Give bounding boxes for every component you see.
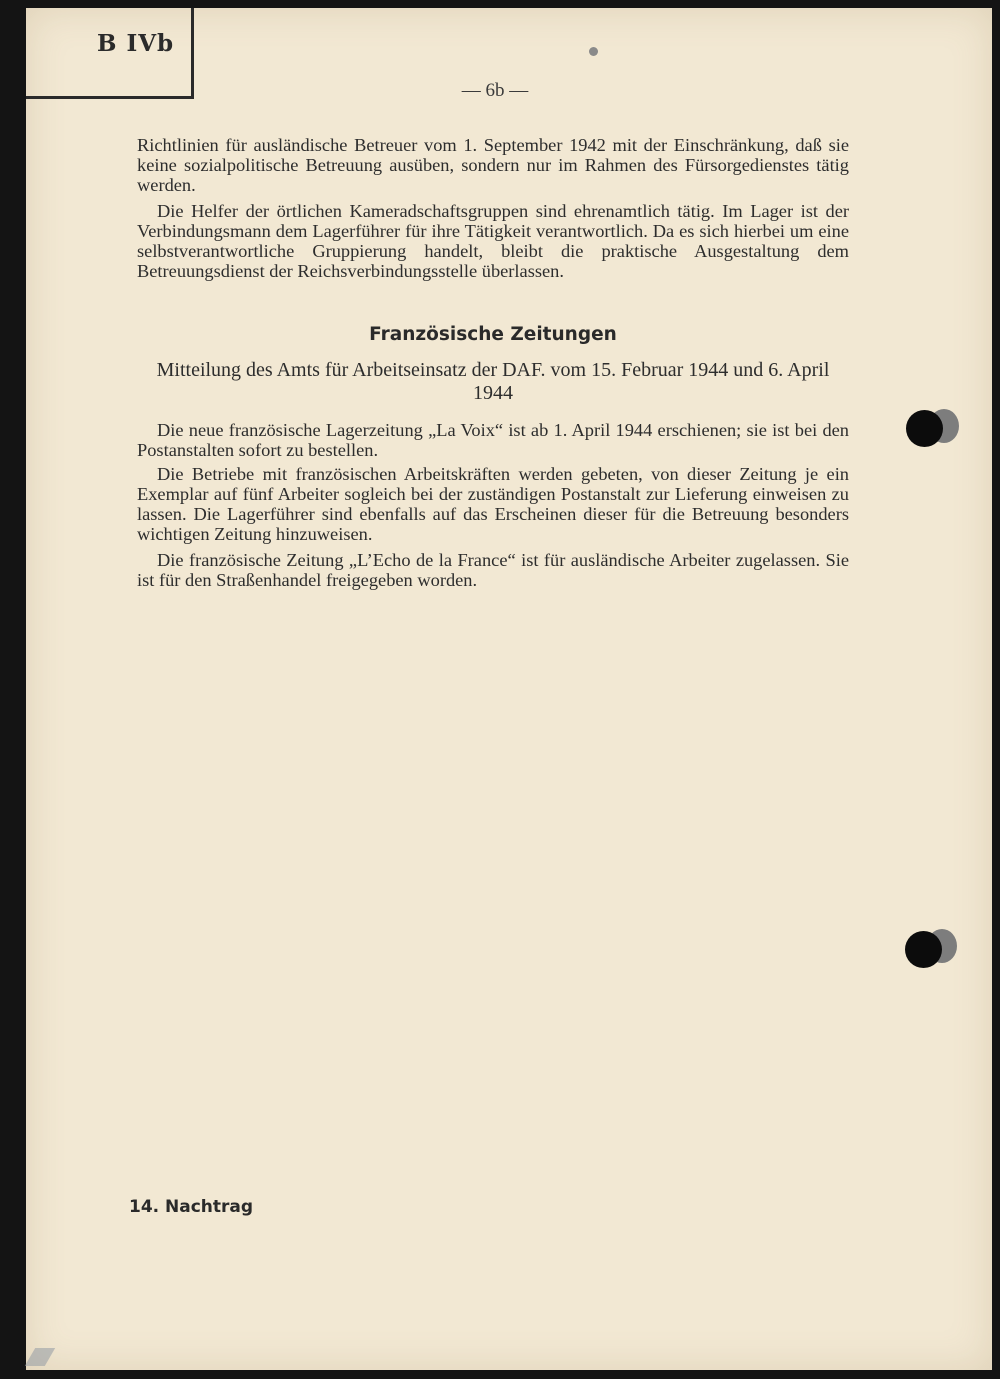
section-paragraph-3: Die französische Zeitung „L’Echo de la France“ ist für ausländische Arbeiter zugelassen. Sie ist für den Straßenhandel freigegeben worden. — [137, 550, 849, 590]
section-paragraph-2: Die Betriebe mit französischen Arbeitskräften werden gebeten, von dieser Zeitung je ein Exemplar auf fünf Arbeiter sogleich bei der zuständigen Postanstalt zur Lieferung einweisen zu lassen. Die Lagerführer sind ebenfalls auf das Erscheinen dieser für die Betreuung besonders wichtigen Zeitung hinzuweisen. — [137, 464, 849, 544]
intro-paragraph-1: Richtlinien für ausländische Betreuer vom 1. September 1942 mit der Einschränkung, daß sie keine sozialpolitische Betreuung ausüben, sondern nur im Rahmen des Fürsorgedienstes tätig werden. — [137, 135, 849, 195]
ink-dot — [589, 47, 598, 56]
intro-paragraph-2: Die Helfer der örtlichen Kameradschaftsgruppen sind ehrenamtlich tätig. Im Lager ist der Verbindungsmann dem Lagerführer für ihre Tätigkeit verantwortlich. Da es sich hierbei um eine selbstverantwortliche Gruppierung handelt, bleibt die praktische Ausgestaltung dem Betreuungsdienst der Reichsverbindungsstelle überlassen. — [137, 201, 849, 281]
punch-hole-lower — [905, 931, 942, 968]
section-paragraph-1: Die neue französische Lagerzeitung „La Voix“ ist ab 1. April 1944 erschienen; sie ist bei den Postanstalten sofort zu bestellen. — [137, 420, 849, 460]
supplement-label: 14. Nachtrag — [129, 1197, 254, 1217]
section-subtitle: Mitteilung des Amts für Arbeitseinsatz der DAF. vom 15. Februar 1944 und 6. April 1944 — [156, 359, 830, 404]
section-code: B IVb — [97, 30, 175, 57]
page-number: — 6b — — [461, 80, 529, 101]
punch-hole-upper — [906, 410, 943, 447]
section-title: Französische Zeitungen — [369, 324, 617, 345]
